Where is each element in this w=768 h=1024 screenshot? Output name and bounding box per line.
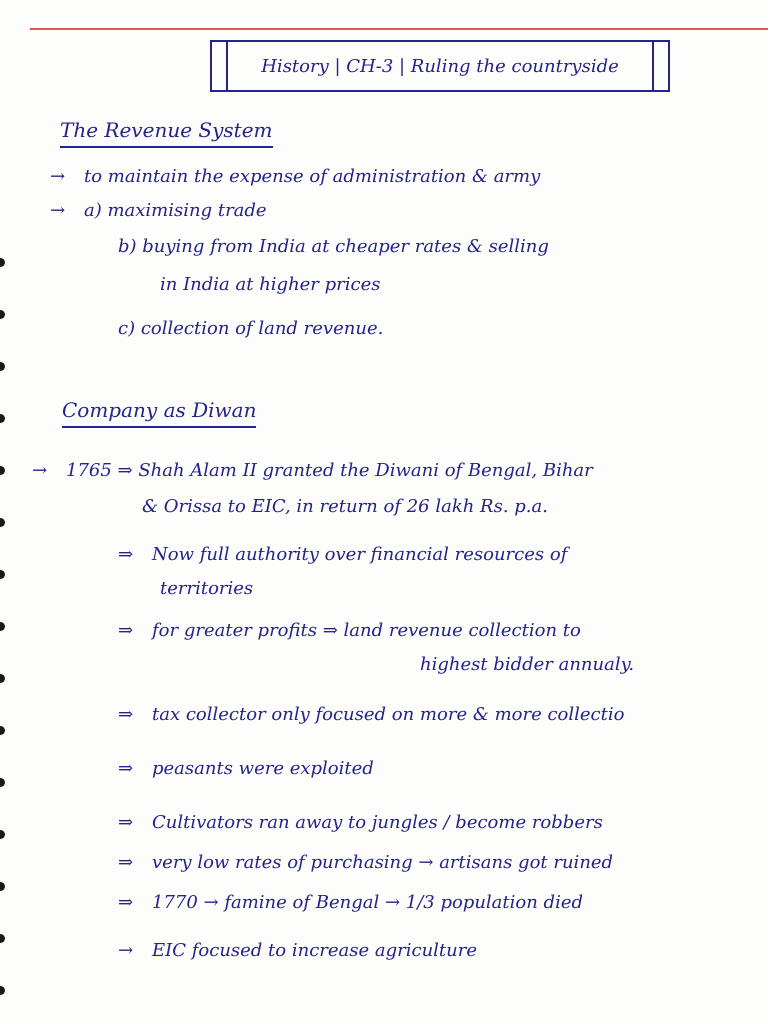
binding-hole [0, 466, 5, 475]
double-arrow-marker: ⇒ [118, 704, 134, 725]
binding-hole [0, 310, 5, 319]
note-text: peasants were exploited [152, 758, 374, 779]
note-text: in India at higher prices [160, 274, 381, 295]
binding-hole [0, 570, 5, 579]
arrow-marker: → [50, 200, 66, 221]
note-text: a) maximising trade [84, 200, 267, 221]
note-text: to maintain the expense of administration & army [84, 166, 541, 187]
note-line [50, 166, 540, 187]
note-text: tax collector only focused on more & more collectio [152, 704, 625, 725]
note-text: b) buying from India at cheaper rates & selling [118, 236, 549, 257]
note-line [32, 460, 593, 481]
title-box-border [226, 40, 228, 92]
title-box-border [652, 40, 654, 92]
note-line [142, 496, 548, 517]
note-text: Now full authority over financial resources of [152, 544, 568, 565]
note-line [118, 236, 549, 257]
spiral-binding [0, 0, 14, 1024]
double-arrow-marker: ⇒ [118, 892, 134, 913]
note-line [118, 704, 624, 725]
binding-hole [0, 622, 5, 631]
note-text: & Orissa to EIC, in return of 26 lakh Rs. p.a. [142, 496, 548, 517]
note-line [118, 318, 383, 339]
note-text: very low rates of purchasing → artisans got ruined [152, 852, 614, 873]
note-text: for greater profits ⇒ land revenue collection to [152, 620, 581, 641]
double-arrow-marker: ⇒ [118, 758, 134, 779]
section-heading: Company as Diwan [62, 398, 256, 428]
binding-hole [0, 258, 5, 267]
binding-hole [0, 934, 5, 943]
note-text: 1770 → famine of Bengal → 1/3 population died [152, 892, 583, 913]
note-line [118, 620, 581, 641]
double-arrow-marker: ⇒ [118, 812, 134, 833]
binding-hole [0, 830, 5, 839]
binding-hole [0, 362, 5, 371]
note-line [118, 940, 477, 961]
note-line [50, 200, 267, 221]
note-line [118, 852, 613, 873]
binding-hole [0, 986, 5, 995]
binding-hole [0, 674, 5, 683]
binding-hole [0, 778, 5, 787]
note-text: EIC focused to increase agriculture [152, 940, 478, 961]
double-arrow-marker: ⇒ [118, 852, 134, 873]
page-title: History | CH-3 | Ruling the countryside [261, 55, 619, 77]
note-line [160, 578, 253, 599]
note-line [160, 274, 381, 295]
double-arrow-marker: ⇒ [118, 620, 134, 641]
binding-hole [0, 414, 5, 423]
note-line [118, 892, 583, 913]
note-line [118, 812, 603, 833]
note-line [420, 654, 634, 675]
note-line [118, 758, 374, 779]
section-heading: The Revenue System [60, 118, 273, 148]
binding-hole [0, 726, 5, 735]
binding-hole [0, 882, 5, 891]
binding-hole [0, 518, 5, 527]
arrow-marker: → [118, 940, 134, 961]
page-title-box [210, 40, 670, 92]
note-text: Cultivators ran away to jungles / become robbers [152, 812, 603, 833]
note-text: highest bidder annualy. [420, 654, 635, 675]
note-text: territories [160, 578, 254, 599]
note-text: 1765 ⇒ Shah Alam II granted the Diwani of Bengal, Bihar [66, 460, 593, 481]
page-top-margin-line [30, 28, 768, 30]
note-line [118, 544, 567, 565]
note-text: c) collection of land revenue. [118, 318, 384, 339]
double-arrow-marker: ⇒ [118, 544, 134, 565]
arrow-marker: → [50, 166, 66, 187]
arrow-marker: → [32, 460, 48, 481]
